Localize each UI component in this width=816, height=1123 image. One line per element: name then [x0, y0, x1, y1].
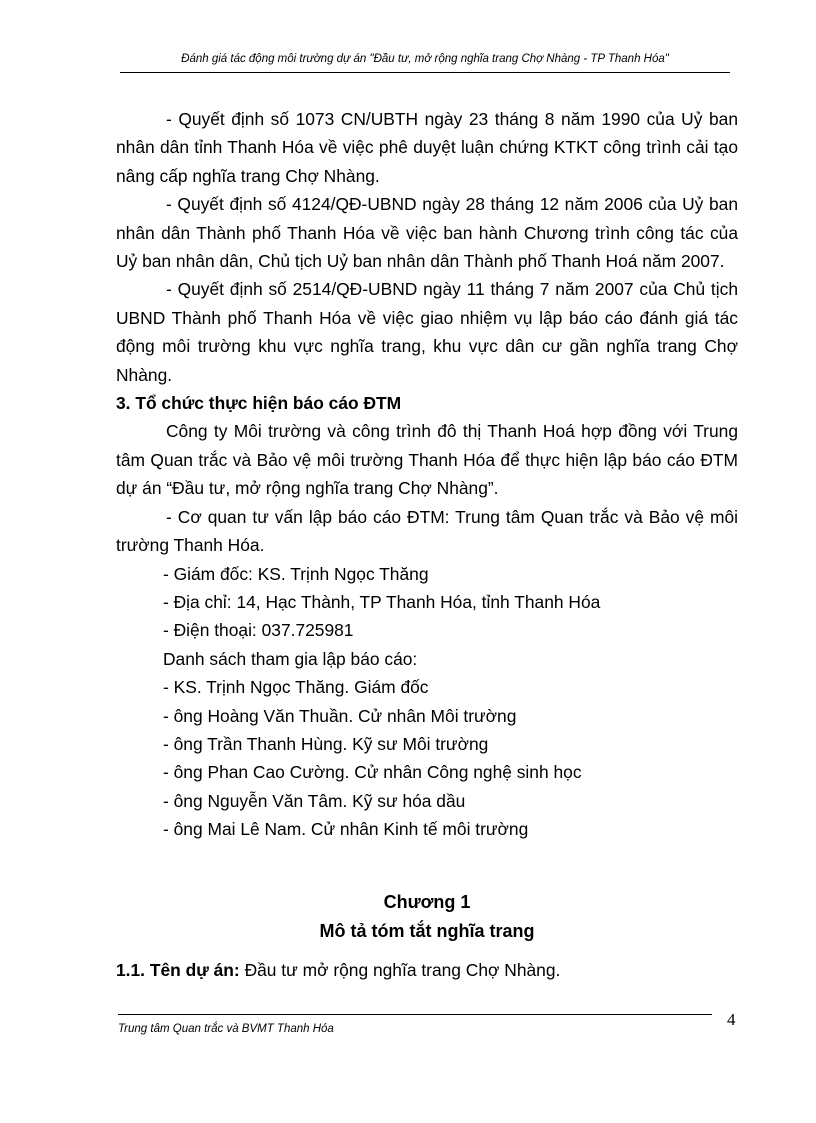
chapter-heading: [116, 888, 738, 946]
consulting-agency: - Cơ quan tư vấn lập báo cáo ĐTM: Trung tâm Quan trắc và Bảo vệ môi trường Thanh Hóa.: [116, 506, 738, 556]
participant-item: - ông Nguyễn Văn Tâm. Kỹ sư hóa dầu: [163, 790, 466, 811]
participant-item: - ông Hoàng Văn Thuần. Cử nhân Môi trường: [163, 705, 517, 726]
participant-item: - ông Phan Cao Cường. Cử nhân Công nghệ sinh học: [163, 762, 582, 783]
page-header: Đánh giá tác động môi trường dự án "Đầu tư, mở rộng nghĩa trang Chợ Nhàng - TP Thanh Hóa": [181, 53, 669, 65]
participant-item: - ông Trần Thanh Hùng. Kỹ sư Môi trường: [163, 733, 489, 754]
phone: - Điện thoại: 037.725981: [163, 620, 354, 641]
participant-item: - KS. Trịnh Ngọc Thăng. Giám đốc: [163, 677, 429, 698]
section-1-1-text: Đầu tư mở rộng nghĩa trang Chợ Nhàng.: [239, 960, 561, 980]
participants-title: Danh sách tham gia lập báo cáo:: [163, 648, 418, 669]
section-1-1: [116, 956, 738, 984]
decision-1073: - Quyết định số 1073 CN/UBTH ngày 23 tháng 8 năm 1990 của Uỷ ban nhân dân tỉnh Thanh Hóa về việc phê duyệt luận chứng KTKT công trình cải tạo nâng cấp nghĩa trang Chợ Nhàng.: [116, 109, 738, 186]
footer-divider: [118, 1014, 712, 1015]
footer-org: Trung tâm Quan trắc và BVMT Thanh Hóa: [118, 1023, 334, 1035]
section-3-intro: Công ty Môi trường và công trình đô thị Thanh Hoá hợp đồng với Trung tâm Quan trắc và Bảo vệ môi trường Thanh Hóa để thực hiện lập báo cáo ĐTM dự án “Đầu tư, mở rộng nghĩa trang Chợ Nhàng”.: [116, 421, 738, 499]
chapter-subtitle: Mô tả tóm tắt nghĩa trang: [319, 921, 535, 941]
director: - Giám đốc: KS. Trịnh Ngọc Thăng: [163, 563, 429, 584]
decision-2514: - Quyết định số 2514/QĐ-UBND ngày 11 tháng 7 năm 2007 của Chủ tịch UBND Thành phố Thanh Hóa về việc giao nhiệm vụ lập báo cáo đánh giá tác động môi trường khu vực nghĩa trang, khu vực dân cư gần nghĩa trang Chợ Nhàng.: [116, 279, 738, 385]
chapter-title: Chương 1: [383, 892, 471, 912]
participant-item: - ông Mai Lê Nam. Cử nhân Kinh tế môi trường: [163, 819, 529, 840]
section-3-heading: 3. Tổ chức thực hiện báo cáo ĐTM: [116, 393, 402, 414]
section-1-1-label: 1.1. Tên dự án:: [116, 960, 240, 980]
decision-4124: - Quyết định số 4124/QĐ-UBND ngày 28 tháng 12 năm 2006 của Uỷ ban nhân dân Thành phố Thanh Hóa về việc ban hành Chương trình công tác của Uỷ ban nhân dân, Chủ tịch Uỷ ban nhân dân Thành phố Thanh Hoá năm 2007.: [116, 194, 738, 272]
document-body: [116, 105, 738, 844]
header-divider: [120, 72, 730, 73]
page-number: 4: [727, 1010, 736, 1029]
address: - Địa chỉ: 14, Hạc Thành, TP Thanh Hóa, tỉnh Thanh Hóa: [163, 591, 601, 612]
